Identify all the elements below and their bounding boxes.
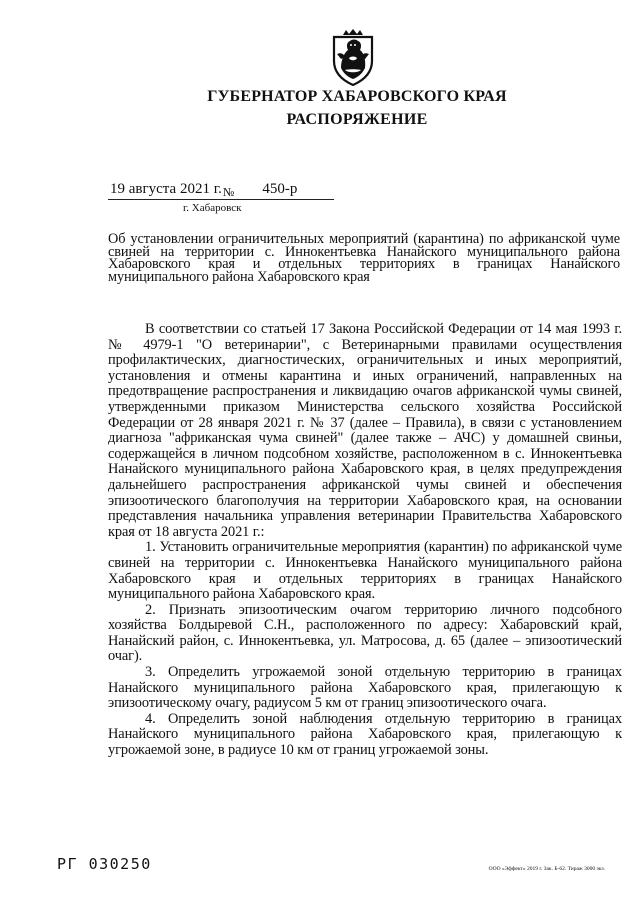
document-type: РАСПОРЯЖЕНИЕ	[286, 111, 428, 128]
number-sign: №	[222, 185, 235, 199]
printer-note: ООО «Эффект» 2019 г. Зак. Б-62. Тираж 3000 экз.	[488, 866, 605, 872]
khabarovsk-coat-of-arms-icon	[329, 28, 377, 86]
registration-code: РГ 030250	[57, 855, 152, 873]
paragraph-item-3: 3. Определить угрожаемой зоной отдельную территорию в границах Нанайского муниципального района Хабаровского края, прилегающую к эпизоотическому очагу, радиусом 5 км от границ эпизоотического очага.	[108, 664, 622, 712]
paragraph-item-4: 4. Определить зоной наблюдения отдельную территорию в границах Нанайского муниципального района Хабаровского края, прилегающую к угрожаемой зоне, в радиусе 10 км от границ угрожаемой зоны.	[108, 710, 622, 759]
paragraph-item-2: 2. Признать эпизоотическим очагом территорию личного подсобного хозяйства Болдыревой С.Н., расположенного по адресу: Хабаровский край, Нанайский район, с. Иннокентьевка, ул. Матросова, д. 65 (далее – эпизоотический очаг).	[108, 601, 622, 665]
document-body	[108, 322, 622, 759]
date-underline	[108, 199, 334, 200]
document-city: г. Хабаровск	[183, 202, 242, 214]
document-number: 450-р	[262, 181, 298, 197]
paragraph-preamble: В соответствии со статьей 17 Закона Российской Федерации от 14 мая 1993 г. № 4979-1 "О ветеринарии", с Ветеринарными правилами осуществления профилактических, диагностических, ограничительных и иных мероприятий, установления и отмены карантина и иных ограничений, направленных на предотвращение распространения и ликвидацию очагов африканской чумы свиней, утвержденными приказом Министерства сельского хозяйства Российской Федерации от 28 января 2021 г. № 37 (далее – Правила), в связи с установлением диагноза "африканская чума свиней" (далее также – АЧС) у домашней свиньи, содержащейся в личном подсобном хозяйстве, расположенном в с. Иннокентьевка Нанайского муниципального района Хабаровского края, в целях предупреждения дальнейшего распространения африканской чумы свиней и обеспечения эпизоотического благополучия на территории Хабаровского края, на основании представления начальника управления ветеринарии Правительства Хабаровского края от 18 августа 2021 г.:	[108, 321, 622, 540]
paragraph-item-1: 1. Установить ограничительные мероприятия (карантин) по африканской чуме свиней на территории с. Иннокентьевка Нанайского муниципального района Хабаровского края и отдельных территориях в границах Нанайского муниципального района Хабаровского края.	[108, 539, 622, 603]
organization-title: ГУБЕРНАТОР ХАБАРОВСКОГО КРАЯ	[207, 88, 507, 105]
document-subject: Об установлении ограничительных мероприятий (карантина) по африканской чуме свиней на территории с. Иннокентьевка Нанайского муниципального района Хабаровского края и отдельных территориях в границах Нанайского муниципального района Хабаровского края	[108, 231, 620, 285]
document-date: 19 августа 2021 г.	[110, 181, 222, 197]
date-number-line	[110, 181, 297, 198]
